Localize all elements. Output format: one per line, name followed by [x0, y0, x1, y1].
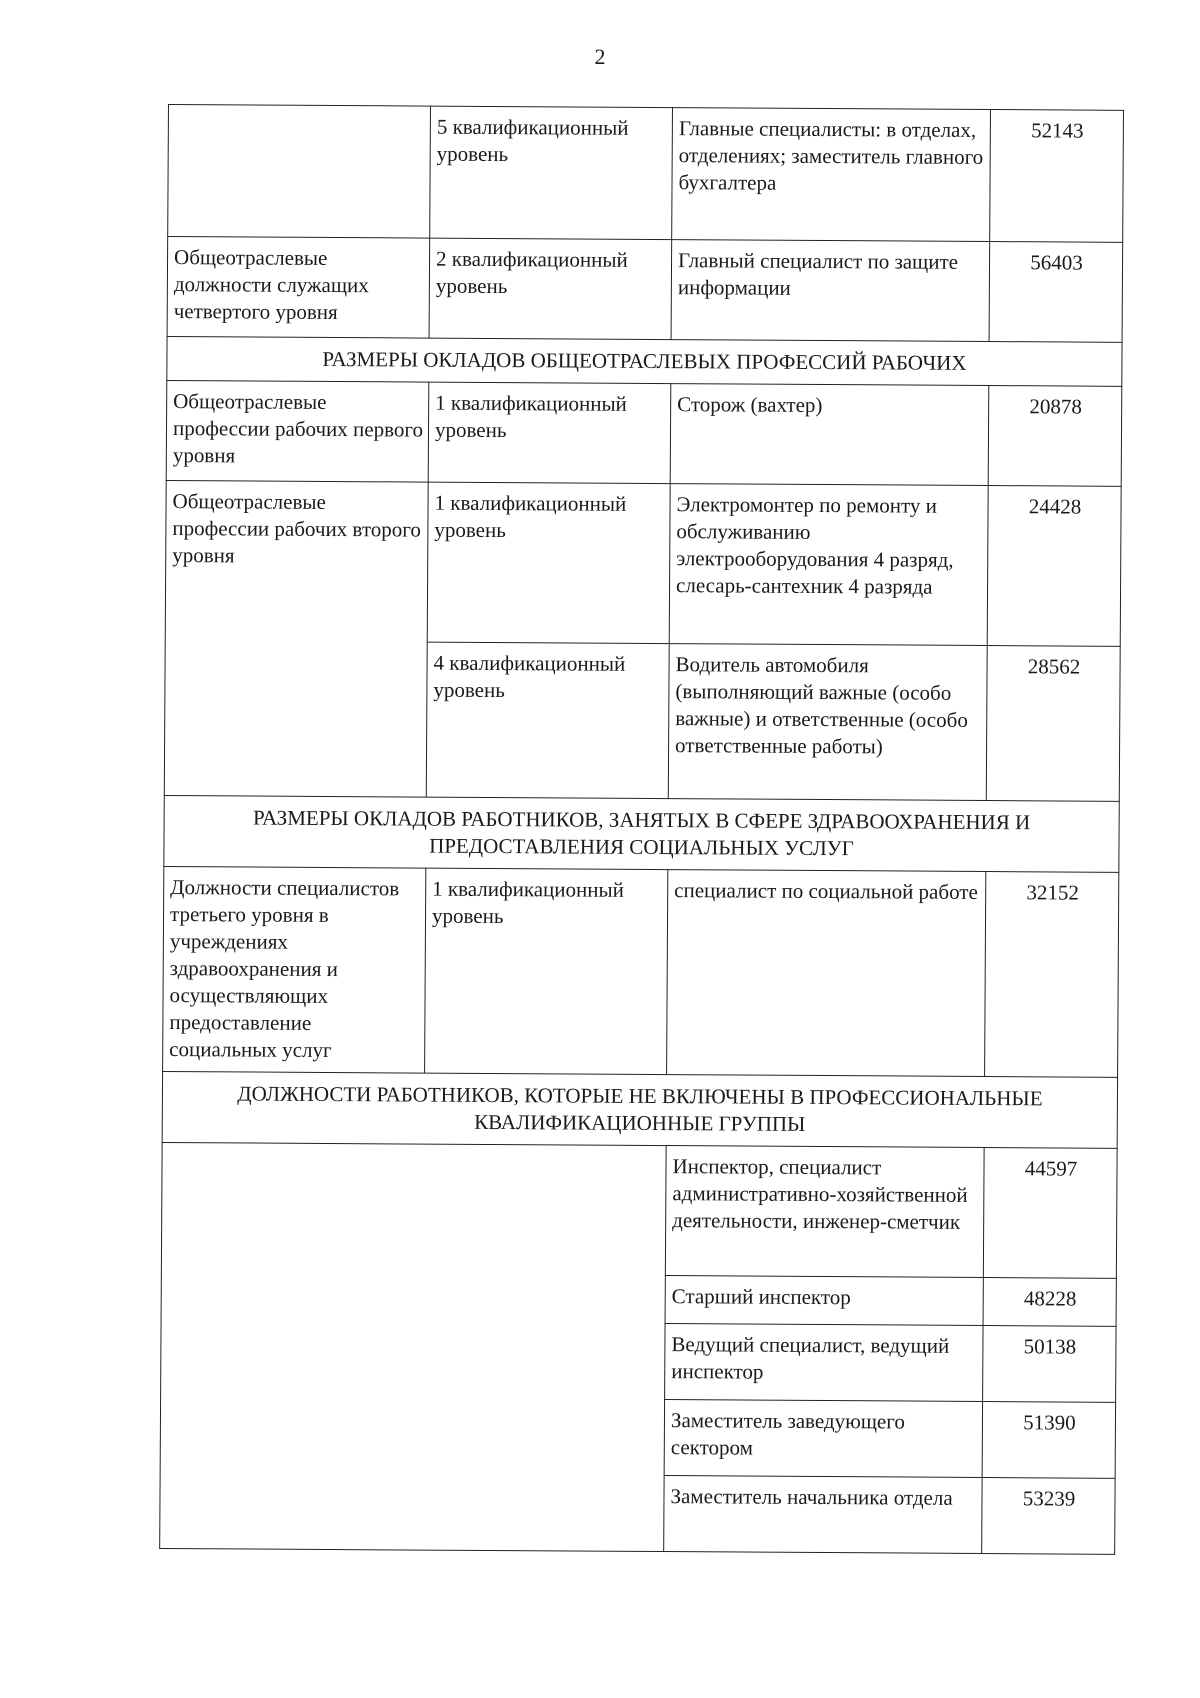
level-cell: 1 квалификационный уровень	[428, 382, 671, 483]
table-row	[168, 105, 1124, 243]
table-row	[165, 480, 1121, 646]
section-header-row	[167, 336, 1122, 386]
table-row	[167, 237, 1123, 343]
group-cell: Должности специалистов третьего уровня в учреждениях здравоохранения и осуществляющих предоставление социальных услуг	[163, 866, 426, 1073]
salary-cell: 28562	[986, 646, 1120, 802]
level-cell: 2 квалификационный уровень	[429, 238, 672, 339]
position-cell: Электромонтер по ремонту и обслуживанию электрооборудования 4 разряд, слесарь-сантехник 4 разряда	[669, 484, 988, 646]
salary-cell: 32152	[985, 872, 1119, 1078]
salary-table-container	[159, 104, 1123, 1555]
position-cell: Старший инспектор	[665, 1276, 983, 1326]
position-cell: Ведущий специалист, ведущий инспектор	[665, 1324, 983, 1402]
section-header-workers: РАЗМЕРЫ ОКЛАДОВ ОБЩЕОТРАСЛЕВЫХ ПРОФЕССИЙ РАБОЧИХ	[167, 336, 1122, 386]
section-header-row	[164, 795, 1119, 872]
level-cell: 1 квалификационный уровень	[425, 868, 668, 1074]
table-row	[161, 1142, 1117, 1278]
salary-cell: 24428	[987, 486, 1121, 647]
salary-cell: 51390	[982, 1402, 1115, 1479]
group-cell: Общеотраслевые профессии рабочих второго уровня	[164, 480, 428, 797]
position-cell: Главные специалисты: в отделах, отделениях; заместитель главного бухгалтера	[672, 108, 991, 242]
level-cell: 4 квалификационный уровень	[426, 642, 669, 798]
group-cell	[168, 105, 431, 239]
position-cell: Водитель автомобиля (выполняющий важные (особо важные) и ответственные (особо ответственные работы)	[668, 644, 987, 801]
table-row	[166, 380, 1122, 486]
position-cell: специалист по социальной работе	[667, 870, 986, 1077]
position-cell: Инспектор, специалист административно-хозяйственной деятельности, инженер-сметчик	[665, 1146, 984, 1278]
salary-cell: 56403	[989, 242, 1123, 343]
position-cell: Сторож (вахтер)	[670, 384, 989, 486]
salary-cell: 48228	[983, 1278, 1116, 1327]
level-cell: 1 квалификационный уровень	[427, 482, 670, 643]
group-cell: Общеотраслевые профессии рабочих первого уровня	[166, 380, 429, 482]
group-cell: Общеотраслевые должности служащих четвертого уровня	[167, 237, 430, 339]
salary-table	[159, 104, 1124, 1555]
position-cell: Заместитель заведующего сектором	[664, 1400, 982, 1478]
position-cell: Главный специалист по защите информации	[671, 240, 990, 342]
salary-cell: 20878	[988, 386, 1122, 487]
section-header-other: ДОЛЖНОСТИ РАБОТНИКОВ, КОТОРЫЕ НЕ ВКЛЮЧЕНЫ В ПРОФЕССИОНАЛЬНЫЕ КВАЛИФИКАЦИОННЫЕ ГРУППЫ	[162, 1071, 1117, 1148]
salary-cell: 50138	[983, 1326, 1116, 1403]
level-cell: 5 квалификационный уровень	[430, 106, 673, 239]
blank-area	[160, 1142, 666, 1551]
salary-cell: 52143	[990, 110, 1124, 243]
position-cell: Заместитель начальника отдела	[664, 1476, 982, 1554]
section-header-health: РАЗМЕРЫ ОКЛАДОВ РАБОТНИКОВ, ЗАНЯТЫХ В СФЕРЕ ЗДРАВООХРАНЕНИЯ И ПРЕДОСТАВЛЕНИЯ СОЦИАЛЬНЫХ УСЛУГ	[164, 795, 1119, 872]
page-number: 2	[594, 44, 606, 69]
section-header-row	[162, 1071, 1117, 1148]
table-row	[163, 866, 1119, 1077]
salary-cell: 53239	[982, 1477, 1115, 1554]
salary-cell: 44597	[983, 1148, 1117, 1279]
